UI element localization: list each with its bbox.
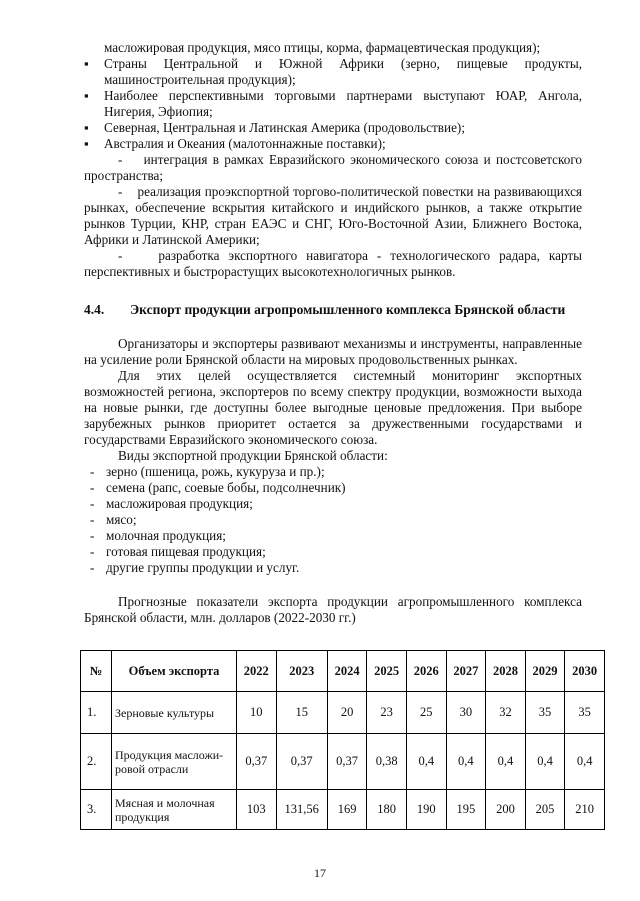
table-cell: 169 [327, 790, 367, 830]
header-cell: 2027 [446, 651, 486, 692]
table-cell: 200 [486, 790, 526, 830]
section-number: 4.4. [84, 302, 105, 317]
list-item: - масложировая продукция; [90, 496, 253, 511]
paragraph: Для этих целей осуществляется системный мониторинг экспортных возможностей региона, экспортеров по всему спектру продукции, возможности выхода на новые рынки, где доступны более выгодные ценовые предложения. При выборе зарубежных рынков приоритет остается за дружественными государствами и государствами Евразийского экономического союза. [84, 368, 582, 447]
section-title: Экспорт продукции агропромышленного комплекса Брянской области [130, 302, 566, 317]
header-cell: 2026 [406, 651, 446, 692]
table-row [81, 734, 605, 790]
table-cell: 0,37 [276, 734, 327, 790]
header-cell: 2025 [367, 651, 407, 692]
table-cell: Продукция масложи-ровой отрасли [112, 734, 237, 790]
section-heading [84, 302, 582, 318]
table-cell: 25 [406, 692, 446, 734]
table-cell: 23 [367, 692, 407, 734]
table-cell: 1. [81, 692, 112, 734]
strategy-dash-list [84, 152, 582, 280]
table-cell: 35 [565, 692, 605, 734]
list-item: ▪ Северная, Центральная и Латинская Америка (продовольствие); [84, 120, 582, 136]
list-item: ▪ Австралия и Океания (малотоннажные поставки); [84, 136, 582, 152]
table-cell: 2. [81, 734, 112, 790]
table-cell: 10 [237, 692, 277, 734]
table-cell: 0,38 [367, 734, 407, 790]
table-row [81, 692, 605, 734]
table-caption: Прогнозные показатели экспорта продукции агропромышленного комплекса Брянской области, млн. долларов (2022-2030 гг.) [84, 594, 582, 625]
table-cell: 190 [406, 790, 446, 830]
page-number: 17 [314, 866, 326, 880]
list-item: - мясо; [90, 512, 137, 527]
list-item: - интеграция в рамках Евразийского экономического союза и постсоветского пространства; [84, 152, 582, 183]
table-cell: Зерновые культуры [112, 692, 237, 734]
table-cell: 180 [367, 790, 407, 830]
table-cell: 30 [446, 692, 486, 734]
table-row [81, 790, 605, 830]
table-cell: 0,4 [486, 734, 526, 790]
table-header-row [81, 651, 605, 692]
table-cell: 205 [525, 790, 565, 830]
table-cell: 210 [565, 790, 605, 830]
list-item: ▪ Наиболее перспективными торговыми партнерами выступают ЮАР, Ангола, Нигерия, Эфиопия; [84, 88, 582, 120]
export-forecast-table [80, 650, 605, 830]
header-cell: 2028 [486, 651, 526, 692]
table-cell: 103 [237, 790, 277, 830]
list-item: - реализация проэкспортной торгово-политической повестки на развивающихся рынках, обеспечение вскрытия китайского и индийского рынков, а также открытие рынков Турции, КНР, стран ЕАЭС и СНГ, Юго-Восточной Азии, Ближнего Востока, Африки и Латинской Америки; [84, 184, 582, 247]
table-cell: 0,4 [446, 734, 486, 790]
header-cell: № [81, 651, 112, 692]
list-item: - другие группы продукции и услуг. [90, 560, 300, 575]
list-item: - семена (рапс, соевые бобы, подсолнечник) [90, 480, 346, 495]
table-cell: 15 [276, 692, 327, 734]
list-item: ▪ Страны Центральной и Южной Африки (зерно, пищевые продукты, машиностроительная продукция); [84, 56, 582, 88]
list-item: - зерно (пшеница, рожь, кукуруза и пр.); [90, 464, 325, 479]
table-cell: 32 [486, 692, 526, 734]
continued-line: масложировая продукция, мясо птицы, корма, фармацевтическая продукция); [104, 40, 541, 55]
header-cell: 2023 [276, 651, 327, 692]
header-cell: Объем экспорта [112, 651, 237, 692]
table-cell: 0,37 [327, 734, 367, 790]
table-cell: 131,56 [276, 790, 327, 830]
table-cell: 0,4 [525, 734, 565, 790]
list-item: - разработка экспортного навигатора - технологического радара, карты перспективных и быстрорастущих высокотехнологичных рынков. [84, 248, 582, 279]
table-cell: 195 [446, 790, 486, 830]
table-cell: 20 [327, 692, 367, 734]
paragraph: Организаторы и экспортеры развивают механизмы и инструменты, направленные на усиление роли Брянской области на мировых продовольственных рынках. [84, 336, 582, 367]
table-cell: 0,4 [565, 734, 605, 790]
page-body [84, 40, 582, 626]
list-title: Виды экспортной продукции Брянской области: [118, 448, 388, 463]
product-list [84, 464, 582, 576]
list-item: - готовая пищевая продукция; [90, 544, 266, 559]
table-cell: 35 [525, 692, 565, 734]
region-bullet-list [84, 56, 582, 152]
table-cell: 3. [81, 790, 112, 830]
header-cell: 2030 [565, 651, 605, 692]
header-cell: 2024 [327, 651, 367, 692]
list-item: - молочная продукция; [90, 528, 226, 543]
header-cell: 2022 [237, 651, 277, 692]
table-cell: 0,4 [406, 734, 446, 790]
table-cell: 0,37 [237, 734, 277, 790]
table-cell: Мясная и молочная продукция [112, 790, 237, 830]
header-cell: 2029 [525, 651, 565, 692]
